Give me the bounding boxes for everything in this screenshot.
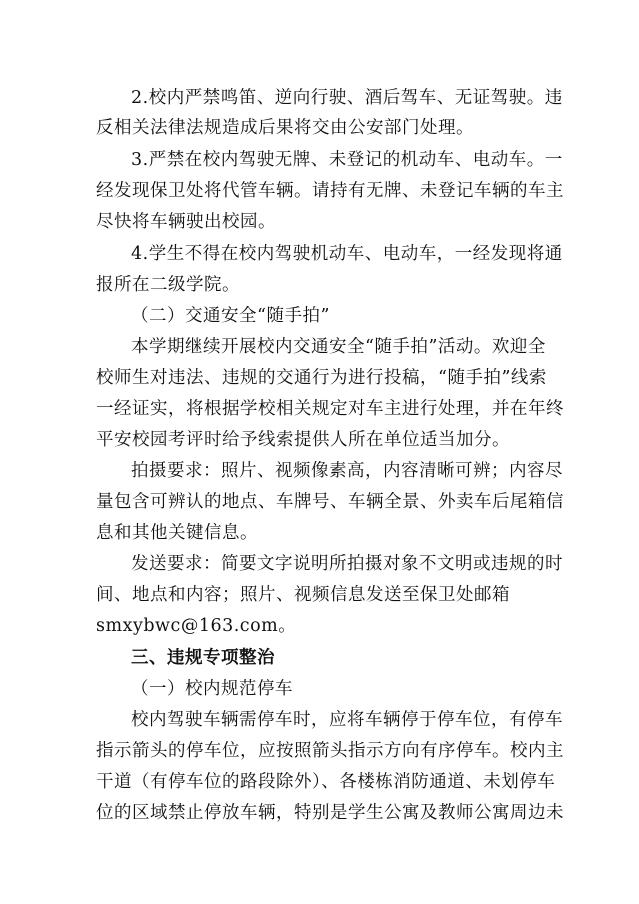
paragraph-line: 一经证实，将根据学校相关规定对车主进行处理，并在年终 bbox=[96, 399, 564, 419]
paragraph-line: 校内驾驶车辆需停车时，应将车辆停于停车位，有停车 bbox=[131, 710, 563, 730]
paragraph-line: 间、地点和内容；照片、视频信息发送至保卫处邮箱 bbox=[96, 585, 510, 605]
paragraph-line: 3.严禁在校内驾驶无牌、未登记的机动车、电动车。一 bbox=[131, 150, 563, 170]
paragraph-line: 反相关法律法规造成后果将交由公安部门处理。 bbox=[96, 118, 474, 138]
paragraph-line: 息和其他关键信息。 bbox=[96, 523, 258, 543]
paragraph-line: 本学期继续开展校内交通安全“随手拍”活动。欢迎全 bbox=[131, 337, 546, 357]
paragraph-line: 指示箭头的停车位，应按照箭头指示方向有序停车。校内主 bbox=[96, 741, 564, 761]
paragraph-line: 量包含可辨认的地点、车牌号、车辆全景、外卖车后尾箱信 bbox=[96, 492, 564, 512]
paragraph-line: 校师生对违法、违规的交通行为进行投稿，“随手拍”线索 bbox=[96, 368, 547, 388]
paragraph-line: 经发现保卫处将代管车辆。请持有无牌、未登记车辆的车主 bbox=[96, 181, 564, 201]
email-line: smxybwc@163.com。 bbox=[96, 616, 297, 636]
paragraph-line: 拍摄要求：照片、视频像素高，内容清晰可辨；内容尽 bbox=[131, 461, 563, 481]
paragraph-line: 2.校内严禁鸣笛、逆向行驶、酒后驾车、无证驾驶。违 bbox=[131, 88, 563, 108]
section-heading: 三、违规专项整治 bbox=[131, 648, 275, 668]
sub-heading: （二）交通安全“随手拍” bbox=[131, 306, 330, 326]
paragraph-line: 平安校园考评时给予线索提供人所在单位适当加分。 bbox=[96, 430, 510, 450]
paragraph-line: 4.学生不得在校内驾驶机动车、电动车，一经发现将通 bbox=[131, 244, 563, 264]
sub-heading: （一）校内规范停车 bbox=[131, 679, 293, 699]
paragraph-line: 报所在二级学院。 bbox=[96, 275, 240, 295]
paragraph-line: 发送要求：简要文字说明所拍摄对象不文明或违规的时 bbox=[131, 554, 563, 574]
paragraph-line: 位的区域禁止停放车辆，特别是学生公寓及教师公寓周边未 bbox=[96, 803, 564, 823]
paragraph-line: 尽快将车辆驶出校园。 bbox=[96, 212, 276, 232]
paragraph-line: 干道（有停车位的路段除外）、各楼栋消防通道、未划停车 bbox=[96, 772, 556, 792]
